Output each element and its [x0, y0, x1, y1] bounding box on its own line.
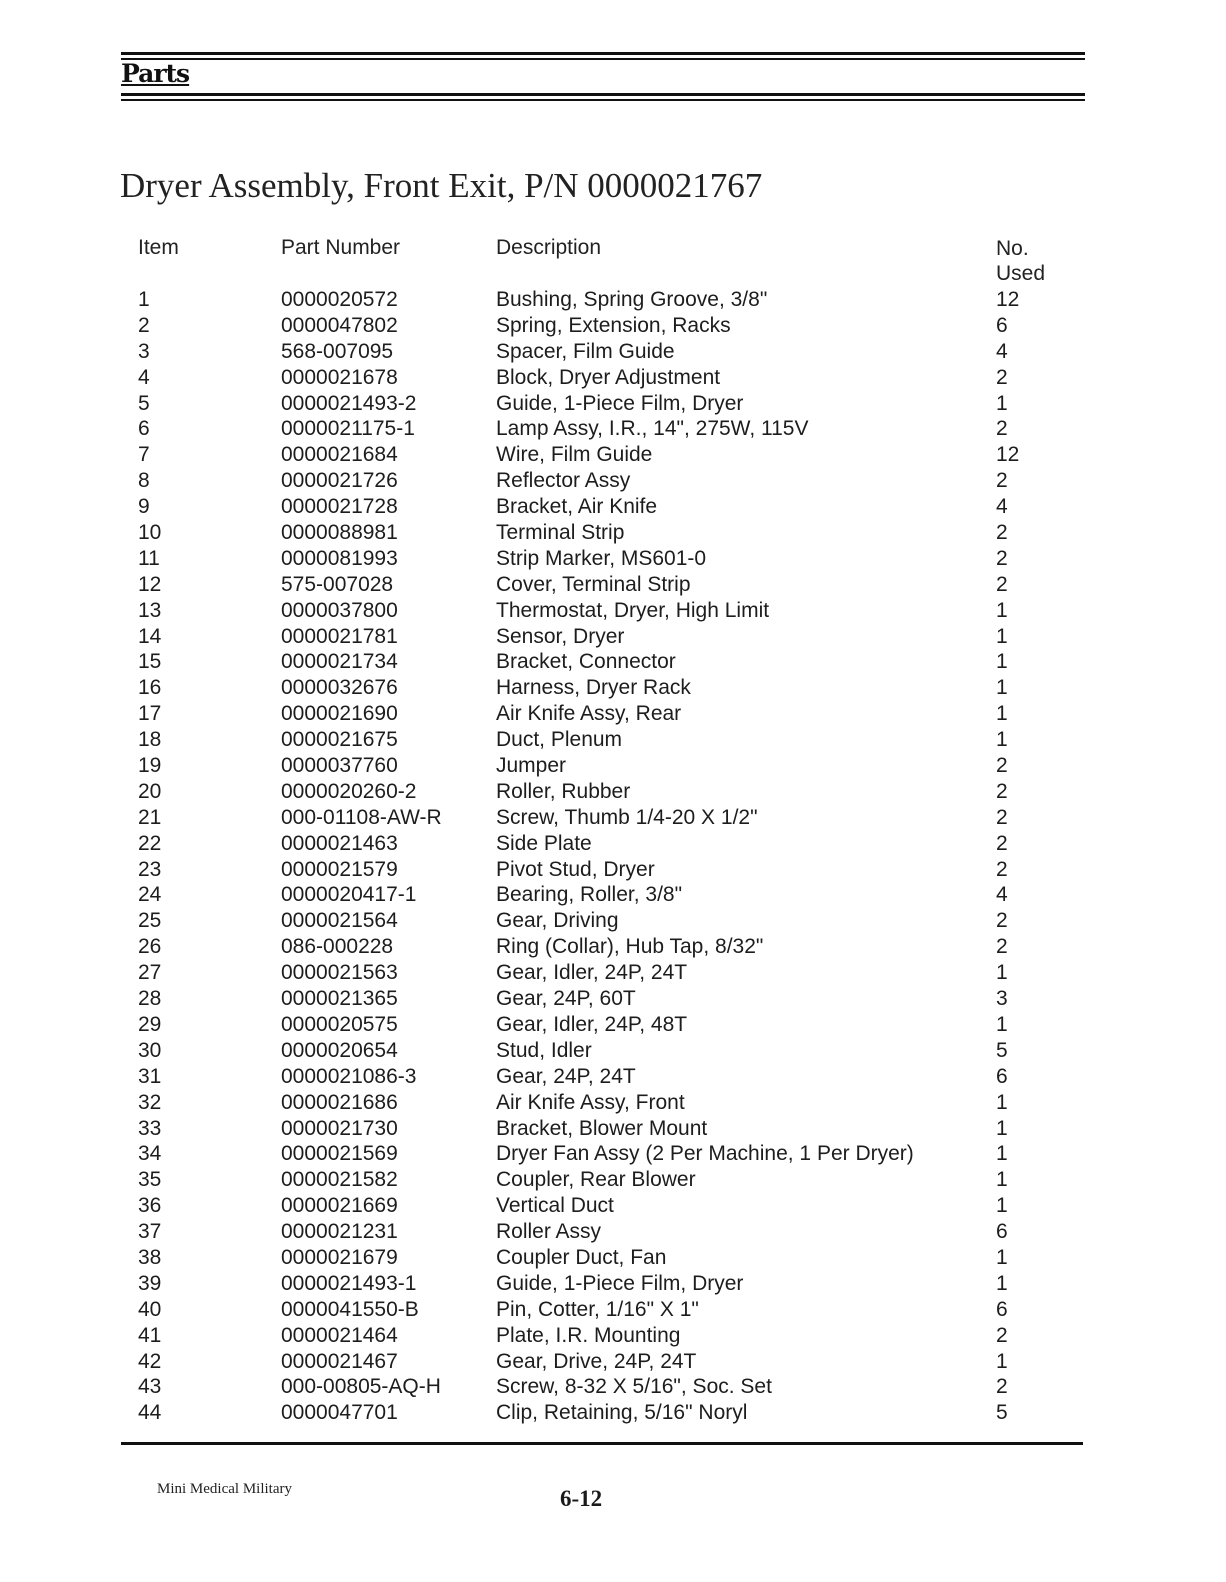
part-number-cell: 000-00805-AQ-H — [281, 1375, 441, 1399]
table-row — [0, 416, 1226, 442]
description-cell: Gear, Driving — [496, 909, 619, 933]
description-cell: Air Knife Assy, Rear — [496, 702, 682, 726]
quantity-used-cell: 1 — [996, 598, 1008, 622]
item-number-cell: 44 — [138, 1401, 162, 1425]
part-number-cell: 0000020417-1 — [281, 883, 417, 907]
column-header-no-used — [996, 236, 1045, 286]
column-header-no-used-line1: No. — [996, 237, 1029, 260]
table-row — [0, 1349, 1226, 1375]
table-row — [0, 598, 1226, 624]
part-number-cell: 0000047802 — [281, 313, 398, 337]
quantity-used-cell: 2 — [996, 857, 1008, 881]
quantity-used-cell: 2 — [996, 1375, 1008, 1399]
table-row — [0, 779, 1226, 805]
quantity-used-cell: 2 — [996, 1323, 1008, 1347]
column-header-part-number: Part Number — [281, 236, 401, 259]
item-number-cell: 2 — [138, 313, 150, 337]
item-number-cell: 25 — [138, 909, 162, 933]
part-number-cell: 0000021582 — [281, 1168, 398, 1192]
table-row — [0, 1219, 1226, 1245]
part-number-cell: 0000021563 — [281, 961, 398, 985]
part-number-cell: 0000021493-2 — [281, 391, 417, 415]
header-rule — [121, 93, 1085, 96]
quantity-used-cell: 1 — [996, 1194, 1008, 1218]
quantity-used-cell: 2 — [996, 805, 1008, 829]
quantity-used-cell: 2 — [996, 754, 1008, 778]
part-number-cell: 086-000228 — [281, 935, 394, 959]
part-number-cell: 0000021231 — [281, 1220, 398, 1244]
quantity-used-cell: 1 — [996, 1168, 1008, 1192]
quantity-used-cell: 2 — [996, 546, 1008, 570]
quantity-used-cell: 1 — [996, 624, 1008, 648]
description-cell: Gear, Idler, 24P, 48T — [496, 1012, 688, 1036]
part-number-cell: 0000021678 — [281, 365, 398, 389]
description-cell: Screw, 8-32 X 5/16", Soc. Set — [496, 1375, 772, 1399]
item-number-cell: 6 — [138, 417, 150, 441]
description-cell: Air Knife Assy, Front — [496, 1090, 685, 1114]
header-rule — [121, 99, 1085, 101]
table-row — [0, 986, 1226, 1012]
item-number-cell: 36 — [138, 1194, 162, 1218]
description-cell: Guide, 1-Piece Film, Dryer — [496, 391, 744, 415]
item-number-cell: 39 — [138, 1271, 162, 1295]
table-row — [0, 1245, 1226, 1271]
description-cell: Thermostat, Dryer, High Limit — [496, 598, 770, 622]
description-cell: Block, Dryer Adjustment — [496, 365, 721, 389]
part-number-cell: 0000021086-3 — [281, 1064, 417, 1088]
table-row — [0, 1297, 1226, 1323]
table-row — [0, 1064, 1226, 1090]
description-cell: Cover, Terminal Strip — [496, 572, 691, 596]
part-number-cell: 0000021564 — [281, 909, 398, 933]
quantity-used-cell: 1 — [996, 1090, 1008, 1114]
item-number-cell: 35 — [138, 1168, 162, 1192]
description-cell: Guide, 1-Piece Film, Dryer — [496, 1271, 744, 1295]
part-number-cell: 0000047701 — [281, 1401, 398, 1425]
quantity-used-cell: 4 — [996, 495, 1008, 519]
description-cell: Bushing, Spring Groove, 3/8" — [496, 288, 768, 311]
item-number-cell: 20 — [138, 779, 162, 803]
quantity-used-cell: 2 — [996, 521, 1008, 545]
table-row — [0, 1374, 1226, 1400]
quantity-used-cell: 6 — [996, 1220, 1008, 1244]
description-cell: Reflector Assy — [496, 469, 631, 493]
table-row — [0, 1116, 1226, 1142]
part-number-cell: 0000088981 — [281, 521, 398, 545]
quantity-used-cell: 2 — [996, 469, 1008, 493]
quantity-used-cell: 1 — [996, 1142, 1008, 1166]
quantity-used-cell: 2 — [996, 365, 1008, 389]
part-number-cell: 0000021730 — [281, 1116, 398, 1140]
header-rule — [121, 58, 1085, 60]
part-number-cell: 0000037800 — [281, 598, 398, 622]
part-number-cell: 0000021464 — [281, 1323, 398, 1347]
part-number-cell: 0000037760 — [281, 754, 398, 778]
table-row — [0, 753, 1226, 779]
table-row — [0, 1090, 1226, 1116]
quantity-used-cell: 1 — [996, 1116, 1008, 1140]
item-number-cell: 37 — [138, 1220, 162, 1244]
quantity-used-cell: 2 — [996, 572, 1008, 596]
part-number-cell: 0000020572 — [281, 288, 398, 311]
item-number-cell: 17 — [138, 702, 162, 726]
table-row — [0, 365, 1226, 391]
part-number-cell: 0000021726 — [281, 469, 398, 493]
quantity-used-cell: 6 — [996, 1297, 1008, 1321]
description-cell: Gear, Idler, 24P, 24T — [496, 961, 688, 985]
item-number-cell: 13 — [138, 598, 162, 622]
quantity-used-cell: 3 — [996, 987, 1008, 1011]
quantity-used-cell: 2 — [996, 935, 1008, 959]
page-title: Dryer Assembly, Front Exit, P/N 0000021767 — [120, 166, 763, 205]
item-number-cell: 34 — [138, 1142, 162, 1166]
description-cell: Roller Assy — [496, 1220, 602, 1244]
item-number-cell: 9 — [138, 495, 150, 519]
part-number-cell: 0000020260-2 — [281, 779, 417, 803]
table-row — [0, 520, 1226, 546]
table-row — [0, 649, 1226, 675]
part-number-cell: 0000021463 — [281, 831, 398, 855]
table-row — [0, 1038, 1226, 1064]
table-row — [0, 287, 1226, 313]
quantity-used-cell: 1 — [996, 702, 1008, 726]
quantity-used-cell: 6 — [996, 313, 1008, 337]
description-cell: Ring (Collar), Hub Tap, 8/32" — [496, 935, 764, 959]
item-number-cell: 38 — [138, 1245, 162, 1269]
table-row — [0, 572, 1226, 598]
item-number-cell: 43 — [138, 1375, 162, 1399]
part-number-cell: 0000021684 — [281, 443, 398, 467]
description-cell: Harness, Dryer Rack — [496, 676, 691, 700]
table-row — [0, 805, 1226, 831]
part-number-cell: 0000020575 — [281, 1012, 398, 1036]
table-row — [0, 339, 1226, 365]
description-cell: Gear, Drive, 24P, 24T — [496, 1349, 697, 1373]
table-row — [0, 1012, 1226, 1038]
quantity-used-cell: 2 — [996, 417, 1008, 441]
item-number-cell: 33 — [138, 1116, 162, 1140]
section-heading: Parts — [121, 59, 190, 88]
quantity-used-cell: 5 — [996, 1401, 1008, 1425]
item-number-cell: 32 — [138, 1090, 162, 1114]
table-row — [0, 1323, 1226, 1349]
table-row — [0, 934, 1226, 960]
part-number-cell: 0000041550-B — [281, 1297, 419, 1321]
description-cell: Pivot Stud, Dryer — [496, 857, 655, 881]
part-number-cell: 0000021679 — [281, 1245, 398, 1269]
description-cell: Spring, Extension, Racks — [496, 313, 731, 337]
quantity-used-cell: 1 — [996, 676, 1008, 700]
item-number-cell: 41 — [138, 1323, 162, 1347]
part-number-cell: 0000081993 — [281, 546, 398, 570]
quantity-used-cell: 4 — [996, 339, 1008, 363]
description-cell: Screw, Thumb 1/4-20 X 1/2" — [496, 805, 758, 829]
item-number-cell: 29 — [138, 1012, 162, 1036]
column-header-no-used-line2: Used — [996, 262, 1046, 285]
header-rule — [121, 52, 1085, 55]
item-number-cell: 27 — [138, 961, 162, 985]
table-row — [0, 1400, 1226, 1426]
table-row — [0, 857, 1226, 883]
item-number-cell: 10 — [138, 521, 162, 545]
item-number-cell: 31 — [138, 1064, 162, 1088]
part-number-cell: 0000021365 — [281, 987, 398, 1011]
table-row — [0, 727, 1226, 753]
part-number-cell: 0000020654 — [281, 1038, 398, 1062]
quantity-used-cell: 1 — [996, 1349, 1008, 1373]
description-cell: Bracket, Air Knife — [496, 495, 658, 519]
table-row — [0, 1193, 1226, 1219]
description-cell: Jumper — [496, 754, 567, 778]
description-cell: Plate, I.R. Mounting — [496, 1323, 681, 1347]
part-number-cell: 568-007095 — [281, 339, 394, 363]
item-number-cell: 5 — [138, 391, 150, 415]
description-cell: Terminal Strip — [496, 521, 625, 545]
table-row — [0, 701, 1226, 727]
quantity-used-cell: 1 — [996, 650, 1008, 674]
item-number-cell: 14 — [138, 624, 162, 648]
part-number-cell: 0000021690 — [281, 702, 398, 726]
item-number-cell: 30 — [138, 1038, 162, 1062]
table-row — [0, 1141, 1226, 1167]
quantity-used-cell: 1 — [996, 1245, 1008, 1269]
table-row — [0, 675, 1226, 701]
description-cell: Strip Marker, MS601-0 — [496, 546, 707, 570]
table-row — [0, 391, 1226, 417]
description-cell: Spacer, Film Guide — [496, 339, 675, 363]
quantity-used-cell: 1 — [996, 961, 1008, 985]
item-number-cell: 16 — [138, 676, 162, 700]
description-cell: Gear, 24P, 24T — [496, 1064, 636, 1088]
part-number-cell: 0000021781 — [281, 624, 398, 648]
part-number-cell: 0000021467 — [281, 1349, 398, 1373]
description-cell: Wire, Film Guide — [496, 443, 653, 467]
table-row — [0, 831, 1226, 857]
description-cell: Side Plate — [496, 831, 592, 855]
part-number-cell: 0000021734 — [281, 650, 398, 674]
part-number-cell: 0000021579 — [281, 857, 398, 881]
table-row — [0, 624, 1226, 650]
description-cell: Coupler Duct, Fan — [496, 1245, 667, 1269]
description-cell: Stud, Idler — [496, 1038, 592, 1062]
parts-table — [0, 287, 1226, 1426]
item-number-cell: 1 — [138, 288, 150, 311]
quantity-used-cell: 5 — [996, 1038, 1008, 1062]
footer-publication-name: Mini Medical Military — [157, 1481, 292, 1497]
part-number-cell: 575-007028 — [281, 572, 394, 596]
item-number-cell: 8 — [138, 469, 150, 493]
item-number-cell: 3 — [138, 339, 150, 363]
item-number-cell: 21 — [138, 805, 162, 829]
item-number-cell: 26 — [138, 935, 162, 959]
table-row — [0, 442, 1226, 468]
item-number-cell: 12 — [138, 572, 162, 596]
table-row — [0, 1271, 1226, 1297]
quantity-used-cell: 1 — [996, 391, 1008, 415]
table-row — [0, 313, 1226, 339]
part-number-cell: 0000021669 — [281, 1194, 398, 1218]
table-row — [0, 960, 1226, 986]
page-number: 6-12 — [560, 1486, 603, 1511]
description-cell: Sensor, Dryer — [496, 624, 625, 648]
description-cell: Vertical Duct — [496, 1194, 614, 1218]
quantity-used-cell: 6 — [996, 1064, 1008, 1088]
part-number-cell: 0000021728 — [281, 495, 398, 519]
item-number-cell: 19 — [138, 754, 162, 778]
item-number-cell: 28 — [138, 987, 162, 1011]
part-number-cell: 0000021569 — [281, 1142, 398, 1166]
description-cell: Clip, Retaining, 5/16" Noryl — [496, 1401, 748, 1425]
description-cell: Dryer Fan Assy (2 Per Machine, 1 Per Dryer) — [496, 1142, 914, 1166]
part-number-cell: 0000021686 — [281, 1090, 398, 1114]
part-number-cell: 000-01108-AW-R — [281, 805, 442, 829]
table-row — [0, 546, 1226, 572]
description-cell: Coupler, Rear Blower — [496, 1168, 696, 1192]
item-number-cell: 40 — [138, 1297, 162, 1321]
quantity-used-cell: 2 — [996, 909, 1008, 933]
quantity-used-cell: 2 — [996, 831, 1008, 855]
item-number-cell: 7 — [138, 443, 150, 467]
part-number-cell: 0000032676 — [281, 676, 398, 700]
table-row — [0, 1167, 1226, 1193]
table-row — [0, 908, 1226, 934]
description-cell: Bracket, Connector — [496, 650, 676, 674]
description-cell: Lamp Assy, I.R., 14", 275W, 115V — [496, 417, 809, 441]
footer-rule — [121, 1442, 1083, 1445]
item-number-cell: 11 — [138, 546, 160, 570]
quantity-used-cell: 12 — [996, 443, 1020, 467]
item-number-cell: 15 — [138, 650, 162, 674]
description-cell: Roller, Rubber — [496, 779, 631, 803]
item-number-cell: 4 — [138, 365, 150, 389]
column-header-item: Item — [138, 236, 179, 259]
item-number-cell: 24 — [138, 883, 162, 907]
table-row — [0, 882, 1226, 908]
item-number-cell: 23 — [138, 857, 162, 881]
table-row — [0, 494, 1226, 520]
quantity-used-cell: 4 — [996, 883, 1008, 907]
description-cell: Bracket, Blower Mount — [496, 1116, 708, 1140]
quantity-used-cell: 2 — [996, 779, 1008, 803]
description-cell: Gear, 24P, 60T — [496, 987, 636, 1011]
part-number-cell: 0000021675 — [281, 728, 398, 752]
part-number-cell: 0000021175-1 — [281, 417, 415, 441]
quantity-used-cell: 1 — [996, 728, 1008, 752]
description-cell: Duct, Plenum — [496, 728, 623, 752]
table-row — [0, 468, 1226, 494]
quantity-used-cell: 1 — [996, 1271, 1008, 1295]
description-cell: Bearing, Roller, 3/8" — [496, 883, 683, 907]
quantity-used-cell: 12 — [996, 288, 1020, 311]
item-number-cell: 22 — [138, 831, 162, 855]
column-header-description: Description — [496, 236, 602, 259]
description-cell: Pin, Cotter, 1/16" X 1" — [496, 1297, 699, 1321]
part-number-cell: 0000021493-1 — [281, 1271, 417, 1295]
quantity-used-cell: 1 — [996, 1012, 1008, 1036]
item-number-cell: 18 — [138, 728, 162, 752]
item-number-cell: 42 — [138, 1349, 162, 1373]
